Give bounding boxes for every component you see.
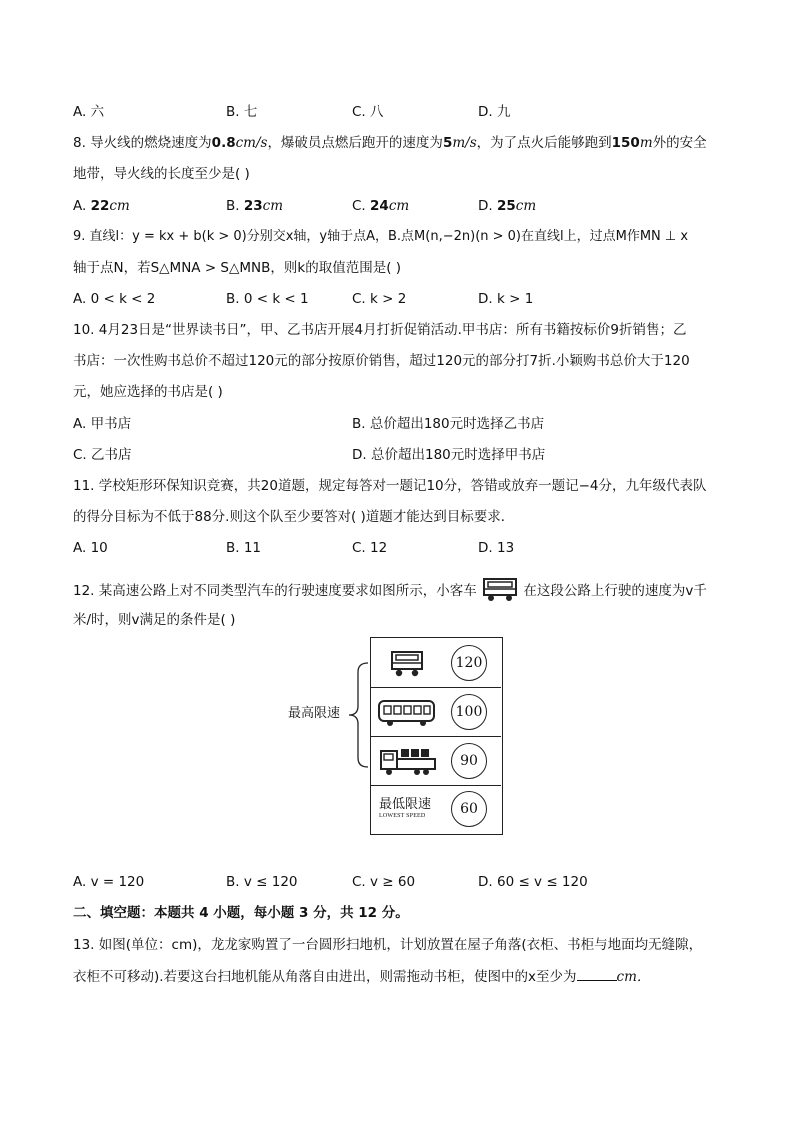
- bus-icon: [377, 699, 437, 727]
- q8-line-2: 地带，导火线的长度至少是( ): [73, 166, 250, 182]
- q9-option-b: B. 0 < k < 1: [226, 291, 309, 307]
- q12-line-2: 米/时，则v满足的条件是( ): [73, 612, 236, 628]
- speed-sign-90: 90: [451, 743, 487, 779]
- brace-icon: [346, 662, 370, 768]
- min-speed-label: 最低限速: [379, 797, 432, 812]
- answer-blank[interactable]: [577, 966, 617, 981]
- q10-line-3: 元，她应选择的书店是( ): [73, 384, 223, 400]
- q8-option-d: D. 25cm: [478, 198, 537, 214]
- q8-option-b: B. 23cm: [226, 198, 284, 214]
- q11-option-c: C. 12: [352, 540, 388, 556]
- q9-option-a: A. 0 < k < 2: [73, 291, 156, 307]
- q7-option-c: C. 八: [352, 104, 384, 120]
- q11-line-2: 的得分目标为不低于88分.则这个队至少要答对( )道题才能达到目标要求．: [73, 509, 515, 525]
- sign-row-truck: [371, 736, 501, 786]
- q10-option-b: B. 总价超出180元时选择乙书店: [352, 416, 545, 432]
- q11-option-d: D. 13: [478, 540, 515, 556]
- q12-option-b: B. v ≤ 120: [226, 874, 298, 890]
- truck-icon: [379, 745, 439, 777]
- sign-row-min-speed: [371, 785, 501, 834]
- q12-line-1: 12. 某高速公路上对不同类型汽车的行驶速度要求如图所示，小客车 在这段公路上行驶的速度为v千: [73, 576, 707, 602]
- q9-option-d: D. k > 1: [478, 291, 534, 307]
- sign-row-car: [371, 638, 501, 688]
- q7-option-a: A. 六: [73, 104, 105, 120]
- q12-option-a: A. v = 120: [73, 874, 145, 890]
- speed-sign-100: 100: [451, 694, 487, 730]
- q11-line-1: 11. 学校矩形环保知识竞赛，共20道题，规定每答对一题记10分，答错或放弃一题记−4分，九年级代表队: [73, 478, 707, 494]
- q9-line-2: 轴于点N，若S△MNA > S△MNB，则k的取值范围是( ): [73, 260, 402, 276]
- q11-option-a: A. 10: [73, 540, 108, 556]
- q11-option-b: B. 11: [226, 540, 262, 556]
- q13-line-1: 13. 如图(单位：cm)，龙龙家购置了一台圆形扫地机，计划放置在屋子角落(衣柜、书柜与地面均无缝隙，: [73, 937, 703, 953]
- max-speed-label: 最高限速: [288, 706, 341, 721]
- min-speed-label-en: LOWEST SPEED: [379, 813, 426, 819]
- small-car-icon: [483, 576, 517, 602]
- section-heading: 二、填空题：本题共 4 小题，每小题 3 分，共 12 分。: [73, 905, 409, 921]
- q9-option-c: C. k > 2: [352, 291, 407, 307]
- q8-option-a: A. 22cm: [73, 198, 130, 214]
- q9-line-1: 9. 直线l：y = kx + b(k > 0)分别交x轴，y轴于点A，B.点M(n,−2n)(n > 0)在直线l上，过点M作MN ⊥ x: [73, 229, 689, 244]
- q7-option-b: B. 七: [226, 104, 258, 120]
- q10-line-2: 书店：一次性购书总价不超过120元的部分按原价销售，超过120元的部分打7折.小颖购书总价大于120: [73, 353, 690, 369]
- q10-option-a: A. 甲书店: [73, 416, 132, 432]
- q13-line-2: 衣柜不可移动).若要这台扫地机能从角落自由进出，则需拖动书柜，使图中的x至少为 cm．: [73, 966, 650, 987]
- speed-sign-120: 120: [451, 645, 487, 681]
- q8-option-c: C. 24cm: [352, 198, 410, 214]
- q12-option-d: D. 60 ≤ v ≤ 120: [478, 874, 588, 890]
- q10-line-1: 10. 4月23日是“世界读书日”，甲、乙书店开展4月打折促销活动.甲书店：所有书籍按标价9折销售；乙: [73, 322, 687, 338]
- speed-limit-table: [370, 637, 503, 835]
- q10-option-c: C. 乙书店: [73, 447, 132, 463]
- q12-option-c: C. v ≥ 60: [352, 874, 416, 890]
- car-icon: [389, 648, 425, 678]
- q7-option-d: D. 九: [478, 104, 511, 120]
- sign-row-bus: [371, 687, 501, 737]
- speed-sign-60: 60: [451, 791, 487, 827]
- q8-line-1: 8. 导火线的燃烧速度为0.8cm/s，爆破员点燃后跑开的速度为5m/s，为了点火后能够跑到150m外的安全: [73, 135, 707, 151]
- q10-option-d: D. 总价超出180元时选择甲书店: [352, 447, 546, 463]
